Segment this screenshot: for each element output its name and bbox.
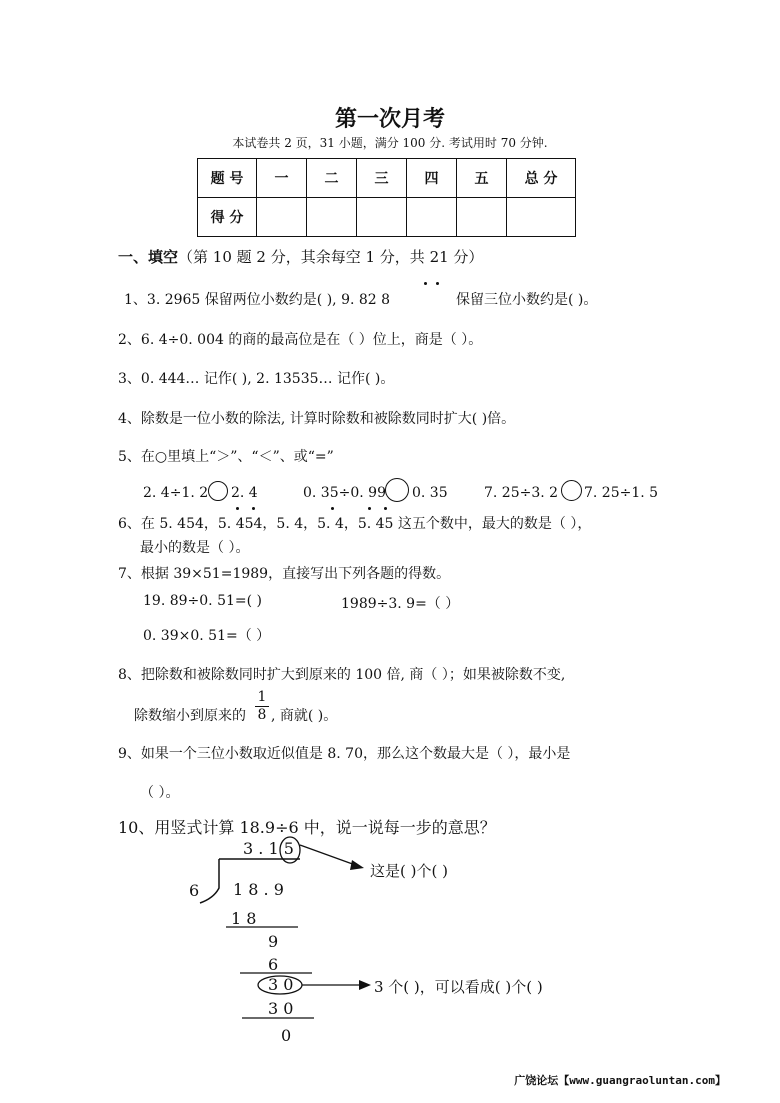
score-table-header-cell: 五 — [457, 159, 507, 198]
question-2: 2、6. 4÷0. 004 的商的最高位是在（ ）位上，商是（ ）。 — [118, 332, 483, 348]
score-table-header-cell: 三 — [357, 159, 407, 198]
question-5: 5、在○里填上“＞”、“＜”、或“=” — [118, 449, 334, 465]
question-10: 10、用竖式计算 18.9÷6 中，说一说每一步的意思？ — [118, 818, 496, 837]
division-divisor: 6 — [189, 881, 200, 900]
compare-left-3: 7. 25÷3. 2 — [484, 485, 559, 501]
compare-left-2: 0. 35÷0. 99 — [303, 485, 386, 501]
compare-right-3: 7. 25÷1. 5 — [584, 485, 659, 501]
division-quotient: 3 . 1 5 — [243, 839, 294, 858]
arrow-head — [350, 860, 364, 870]
score-table-header-cell: 一 — [257, 159, 307, 198]
section-note: （第 10 题 2 分，其余每空 1 分，共 21 分） — [178, 248, 484, 266]
question-6: 6、在 5. 454，5. 454，5. 4，5. 4，5. 45 这五个数中，最大的数是（ ）， — [118, 516, 592, 532]
fraction-denominator: 8 — [255, 706, 269, 723]
division-step-2: 6 — [268, 955, 279, 974]
score-table-header-cell: 题 号 — [198, 159, 257, 198]
question-3: 3、0. 444… 记作( ), 2. 13535… 记作( )。 — [118, 371, 395, 387]
compare-right-2: 0. 35 — [412, 485, 448, 501]
question-6-line2: 最小的数是（ ）。 — [140, 540, 250, 556]
division-dividend: 1 8 . 9 — [233, 880, 284, 899]
question-7c: 0. 39×0. 51=（ ） — [143, 628, 271, 644]
question-9: 9、如果一个三位小数取近似值是 8. 70，那么这个数最大是（ ），最小是 — [118, 746, 571, 762]
question-1-part1: 1、3. 2965 保留两位小数约是( ), 9. 8 — [124, 292, 368, 308]
question-7b: 1989÷3. 9=（ ） — [341, 596, 460, 612]
question-8: 8、把除数和被除数同时扩大到原来的 100 倍, 商（ ）；如果被除数不变, — [118, 667, 566, 683]
arrow-head — [359, 980, 371, 990]
question-9-line2: （ ）。 — [140, 785, 180, 801]
division-remainder-2: 3 0 — [268, 975, 294, 994]
question-7: 7、根据 39×51=1989，直接写出下列各题的得数。 — [118, 566, 451, 582]
division-step-1: 1 8 — [231, 909, 257, 928]
fraction-numerator: 1 — [257, 689, 267, 705]
division-bracket — [200, 859, 219, 903]
section-title: 一、填空 — [118, 248, 179, 266]
score-table-header-cell: 二 — [307, 159, 357, 198]
compare-right-1: 2. 4 — [231, 485, 258, 501]
division-step-3: 3 0 — [268, 999, 294, 1018]
score-table-header-cell: 四 — [407, 159, 457, 198]
score-table-header-cell: 总 分 — [507, 159, 576, 198]
division-remainder-1: 9 — [268, 932, 279, 951]
question-4: 4、除数是一位小数的除法, 计算时除数和被除数同时扩大( )倍。 — [118, 411, 516, 427]
exam-title: 第一次月考 — [334, 106, 445, 132]
question-1-part2: 保留三位小数约是( )。 — [456, 292, 598, 308]
question-7a: 19. 89÷0. 51=( ) — [143, 593, 262, 609]
question-8-line2-end: , 商就( )。 — [271, 708, 338, 724]
division-note-1: 这是( )个( ) — [370, 862, 448, 880]
score-table-row-label: 得 分 — [198, 198, 257, 237]
footer-source: 广饶论坛【www.guangraoluntan.com】 — [514, 1074, 726, 1087]
division-remainder-3: 0 — [281, 1026, 292, 1045]
compare-left-1: 2. 4÷1. 2 — [143, 485, 209, 501]
division-note-2: 3 个( )，可以看成( )个( ) — [374, 978, 543, 996]
arrow-line — [300, 845, 358, 866]
exam-subtitle: 本试卷共 2 页，31 小题，满分 100 分. 考试用时 70 分钟. — [232, 136, 548, 150]
question-8-line2: 除数缩小到原来的 — [134, 708, 246, 724]
question-1-repeating-digits: 2 8 — [367, 292, 391, 308]
